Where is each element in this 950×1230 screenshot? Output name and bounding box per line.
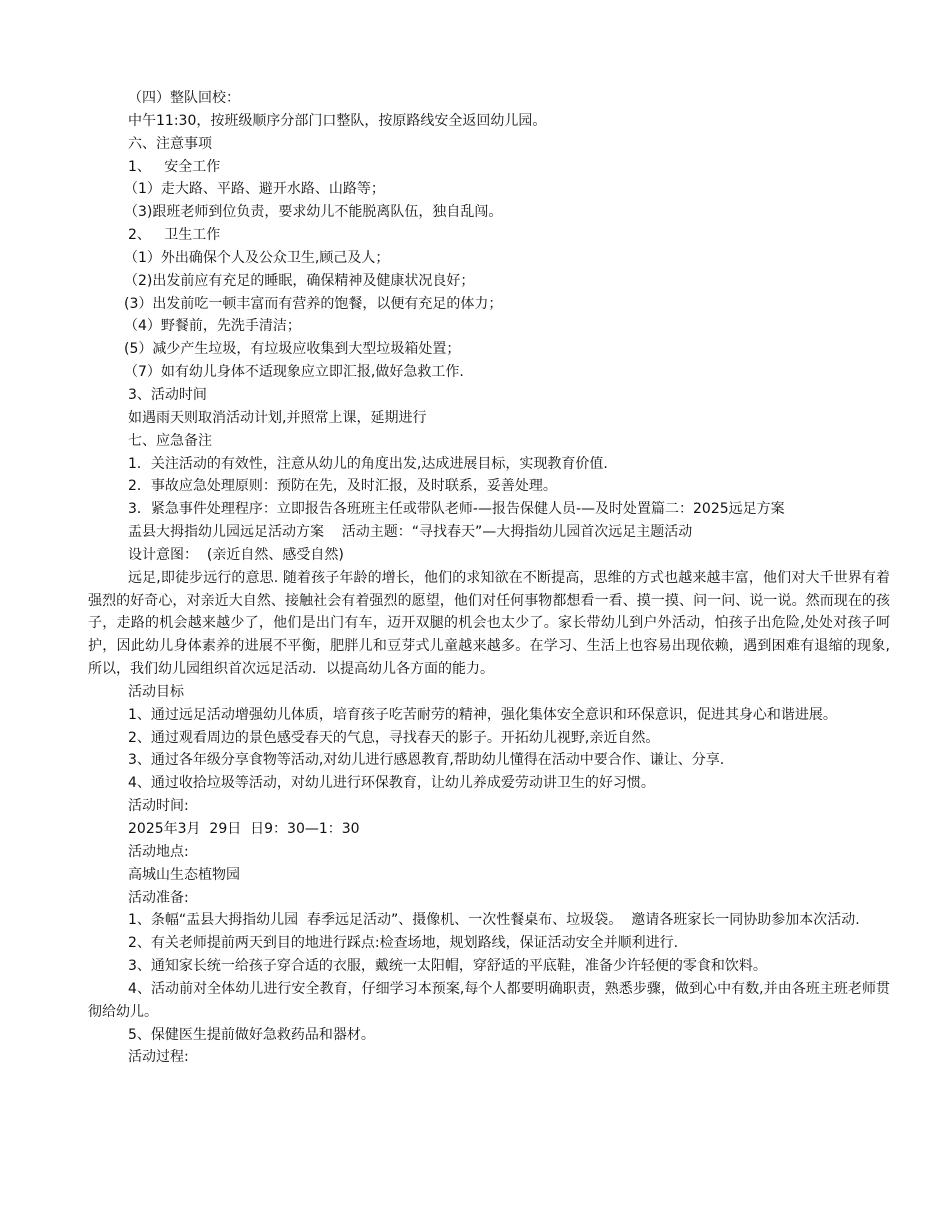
subsection-heading: 2、 卫生工作 [128, 227, 221, 244]
section-heading: 六、注意事项 [128, 135, 212, 152]
process-label: 活动过程: [128, 1049, 189, 1066]
subsection-heading: 1、 安全工作 [128, 158, 221, 175]
place-value: 高城山生态植物园 [128, 866, 240, 883]
place-label: 活动地点: [128, 843, 189, 860]
document-title-line: 盂县大拇指幼儿园远足活动方案 活动主题：“寻找春天”—大拇指幼儿园首次远足主题活动 [128, 524, 693, 541]
text-line: 中午11:30，按班级顺序分部门口整队，按原路线安全返回幼儿园。 [128, 112, 547, 129]
list-item: （2)出发前应有充足的睡眠，确保精神及健康状况良好； [124, 272, 475, 289]
section-heading: 七、应急备注 [128, 432, 212, 449]
intro-paragraph: 远足,即徒步远行的意思. 随着孩子年龄的增长，他们的求知欲在不断提高，思维的方式也越来越丰富，他们对大千世界有着强烈的好奇心，对亲近大自然、接触社会有着强烈的愿望，他们对任何事物都想看一看、摸一摸、问一问、说一说。然而现在的孩子，走路的机会越来越少了，他们是出门有车，迈开双腿的机会也太少了。家长带幼儿到户外活动，怕孩子出危险,处处对孩子呵护，因此幼儿身体素养的进展不平衡，肥胖儿和豆芽式儿童越来越多。在学习、生活上也容易出现依赖，遇到困难有退缩的现象,所以，我们幼儿园组织首次远足活动．以提高幼儿各方面的能力。 [88, 569, 890, 678]
goal-item: 4、通过收拾垃圾等活动，对幼儿进行环保教育，让幼儿养成爱劳动讲卫生的好习惯。 [128, 775, 655, 792]
prep-item: 3、通知家长统一给孩子穿合适的衣服，戴统一太阳帽，穿舒适的平底鞋，准备少许轻便的零食和饮料。 [128, 958, 767, 975]
list-item: （1）外出确保个人及公众卫生,顾己及人； [124, 249, 390, 266]
list-item: （3)跟班老师到位负责，要求幼儿不能脱离队伍，独自乱闯。 [124, 204, 503, 221]
section-heading: （四）整队回校： [128, 90, 240, 106]
list-item: （4）野餐前，先洗手清洁； [124, 318, 301, 335]
goal-item: 2、通过观看周边的景色感受春天的气息，寻找春天的影子。开拓幼儿视野,亲近自然。 [128, 729, 660, 746]
goal-item: 1、通过远足活动增强幼儿体质，培育孩子吃苦耐劳的精神，强化集体安全意识和环保意识，促进其身心和谐进展。 [128, 706, 837, 723]
prep-label: 活动准备: [128, 889, 189, 906]
list-item: （1）走大路、平路、避开水路、山路等； [124, 181, 385, 198]
list-item: (5）减少产生垃圾，有垃圾应收集到大型垃圾箱处置； [124, 341, 461, 358]
design-intent-line: 设计意图： (亲近自然、感受自然) [128, 546, 344, 563]
list-item: 2．事故应急处理原则：预防在先，及时汇报，及时联系，妥善处理。 [128, 478, 557, 495]
list-item: （7）如有幼儿身体不适现象应立即汇报,做好急救工作. [124, 364, 464, 381]
list-item: 1．关注活动的有效性，注意从幼儿的角度出发,达成进展目标，实现教育价值. [128, 455, 608, 472]
text-line: 如遇雨天则取消活动计划,并照常上课，延期进行 [128, 409, 427, 426]
goal-item: 3、通过各年级分享食物等活动,对幼儿进行感恩教育,帮助幼儿懂得在活动中要合作、谦让、分享. [128, 752, 725, 769]
prep-item: 4、活动前对全体幼儿进行安全教育，仔细学习本预案,每个人都要明确职责，熟悉步骤，做到心中有数,并由各班主班老师贯彻给幼儿。 [88, 980, 890, 1020]
prep-item: 2、有关老师提前两天到目的地进行踩点:检查场地，规划路线，保证活动安全并顺利进行. [128, 935, 679, 952]
goals-heading: 活动目标 [128, 683, 184, 700]
prep-item: 5、保健医生提前做好急救药品和器材。 [128, 1026, 375, 1043]
time-value: 2025年3月 29日 日9：30—1：30 [128, 821, 360, 837]
prep-item: 1、条幅“盂县大拇指幼儿园 春季远足活动”、摄像机、一次性餐桌布、垃圾袋。 邀请各班家长一同协助参加本次活动. [128, 912, 860, 929]
emergency-procedure-paragraph: 3．紧急事件处理程序：立即报告各班班主任或带队老师-—报告保健人员-—及时处置篇二：2025远足方案 [128, 501, 785, 518]
subsection-heading: 3、活动时间 [128, 386, 207, 403]
time-label: 活动时间: [128, 798, 189, 815]
list-item: (3）出发前吃一顿丰富而有营养的饱餐，以便有充足的体力； [124, 295, 503, 312]
